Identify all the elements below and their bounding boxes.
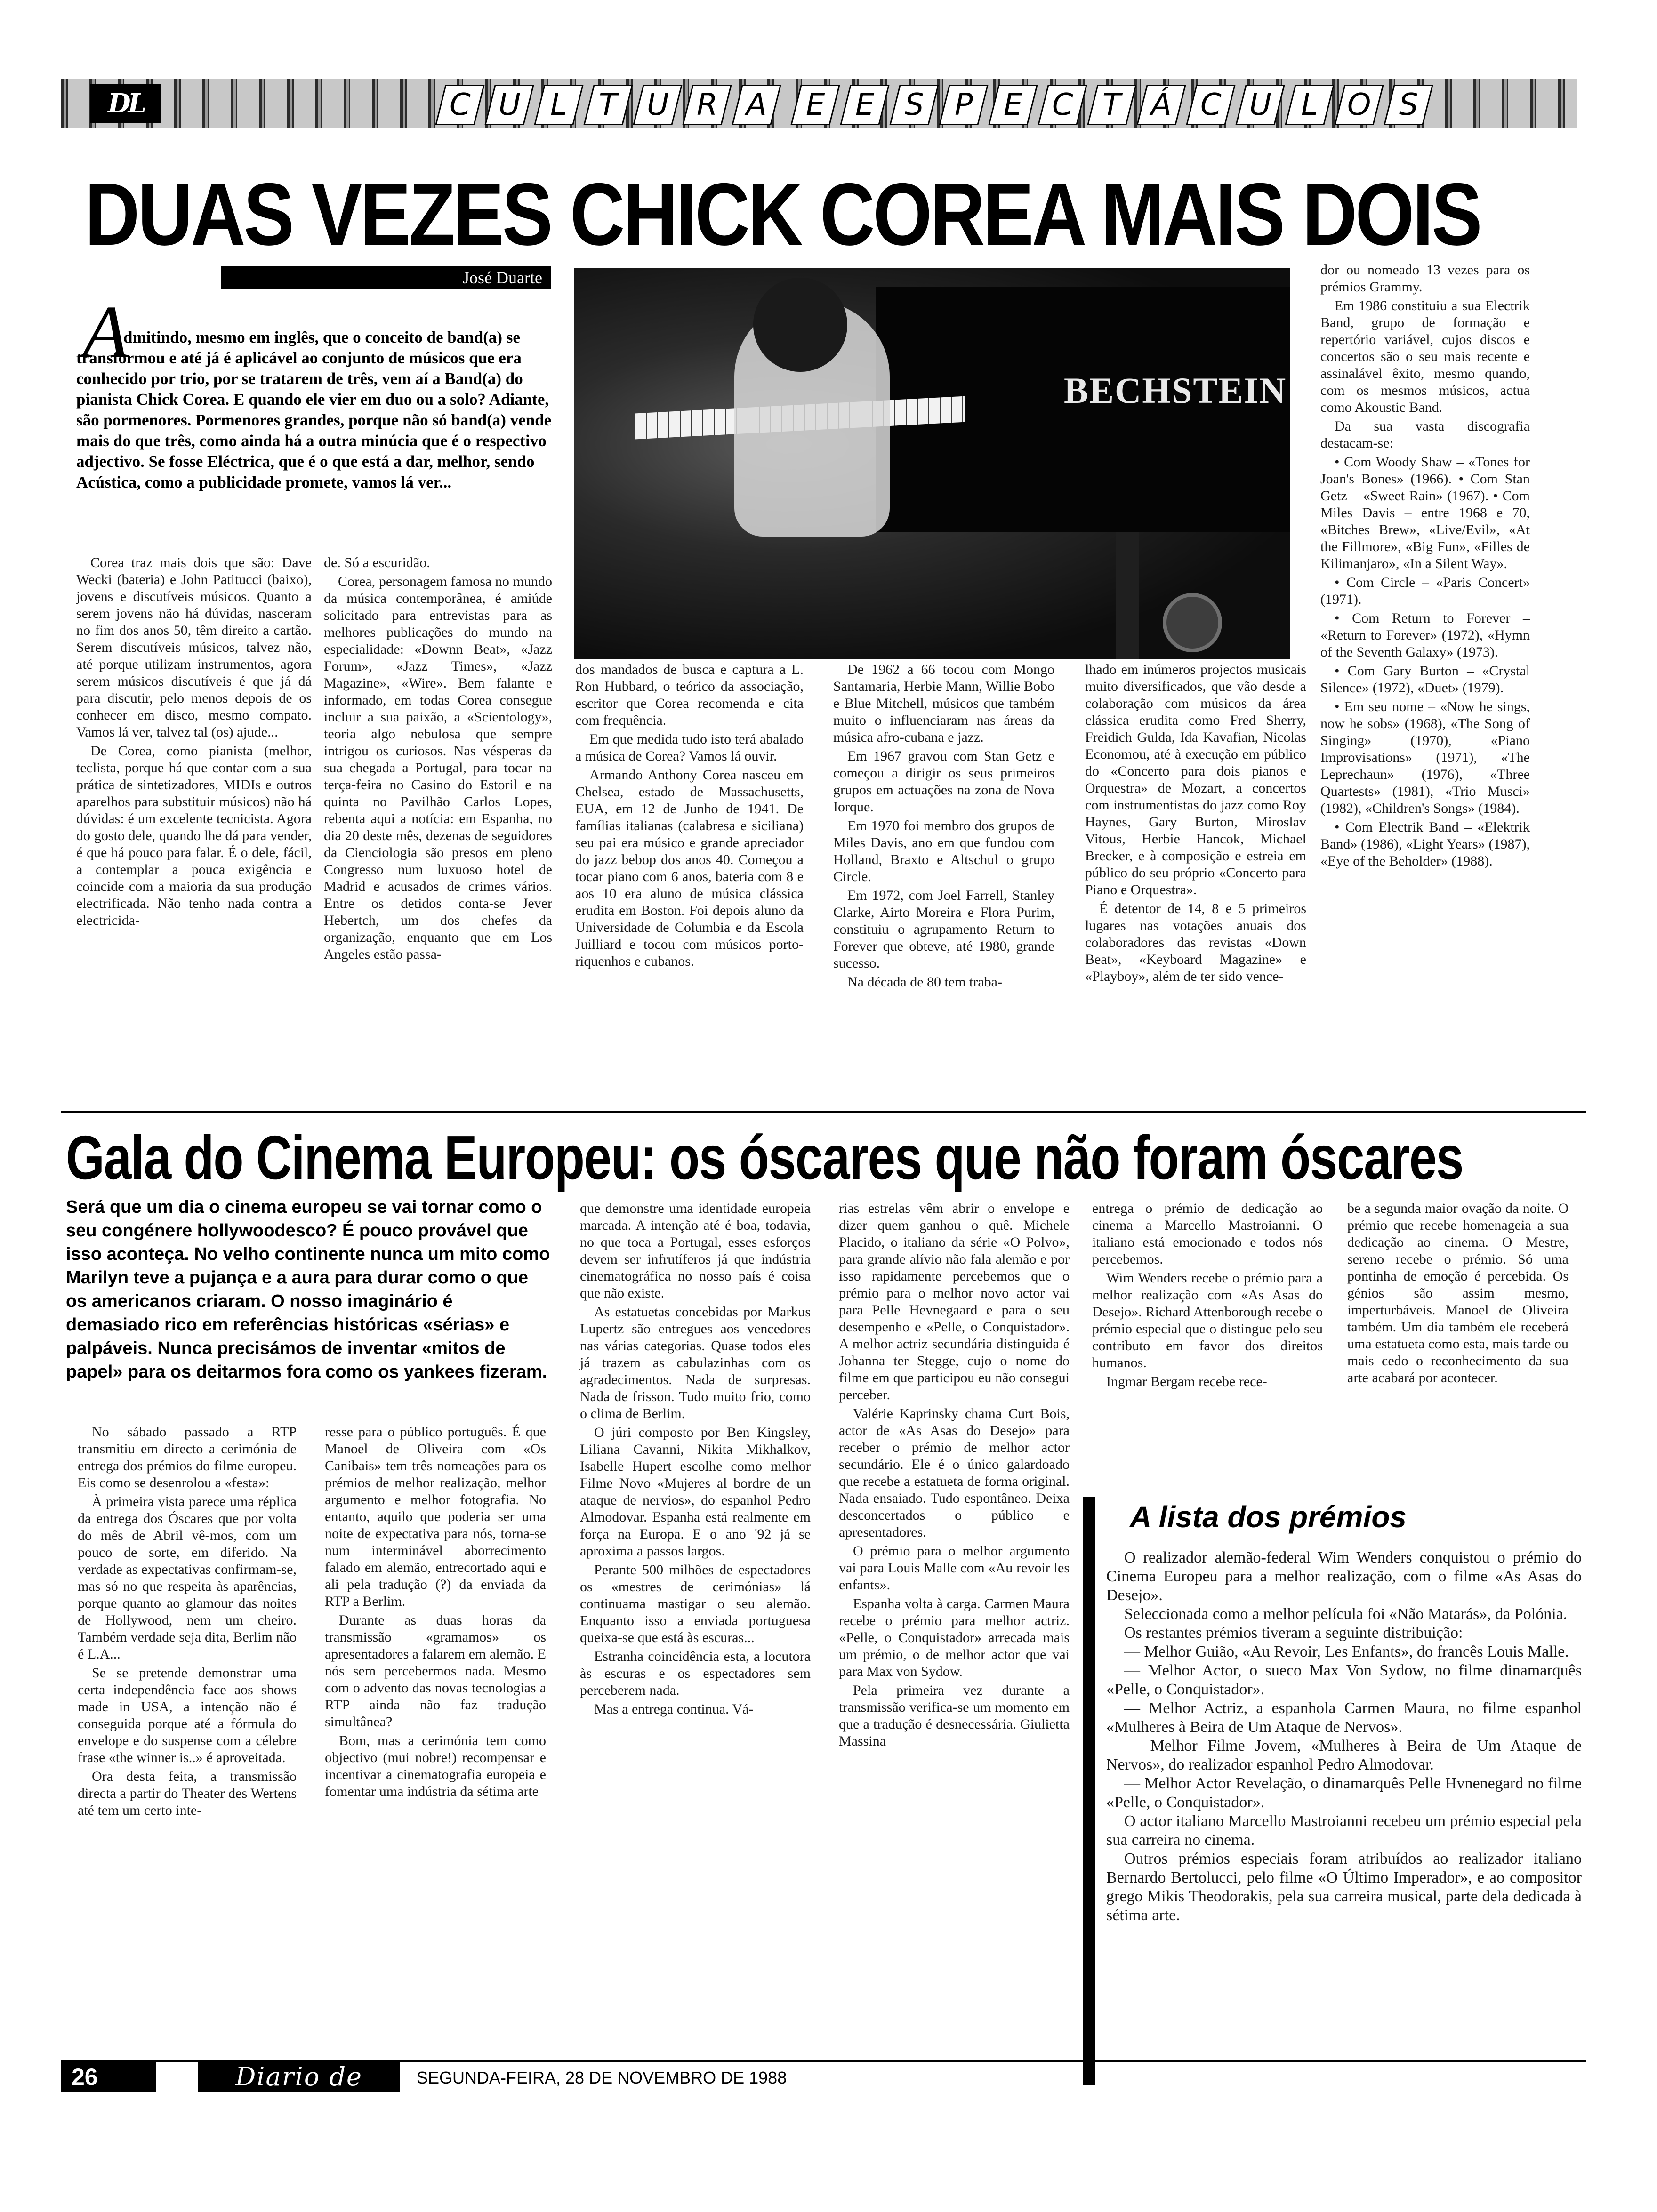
cinema-column-5 [1092,1200,1323,1392]
paragraph: Mas a entrega continua. Vá- [594,1701,754,1717]
piano-leg [1116,532,1139,659]
section-letter-text: S [904,88,924,122]
paragraph: Ora desta feita, a transmissão directa a partir do Theater des Wertens até tem um certo inte- [78,1769,297,1818]
section-letter-text: R [696,88,718,122]
cinema-column-4 [839,1200,1070,1752]
concert-photo [574,268,1290,659]
paragraph: Em que medida tudo isto terá abalado a música de Corea? Vamos lá ouvir. [575,731,804,764]
corea-column-5 [1085,661,1306,987]
section-letter-text: L [1301,88,1318,122]
sidebar-title: A lista dos prémios [1130,1500,1407,1534]
paragraph: À primeira vista parece uma réplica da entrega dos Óscares que por volta do mês de Abril vê-mos, com um pouco de sorte, em diferido. Na verdade as expectativas confirmam-se, mas só no que respeita às aparências, porque quanto ao glamour das noites de Hollywood, nem um cheiro. Também verdade seja dita, Berlim não é L.A... [78,1494,297,1662]
paragraph: — Melhor Actor Revelação, o dinamarquês Pelle Hvnenegard no filme «Pelle, o Conquistador». [1106,1775,1582,1811]
sidebar-accent-bar [1083,1497,1095,2085]
paragraph: • Com Woody Shaw – «Tones for Joan's Bones» (1966). • Com Stan Getz – «Sweet Rain» (1967). • Com Miles Davis – entre 1968 e 70, «Bitches Brew», «Live/Evil», «At the Fillmore», «Big Fun», «Filles de Kilimanjaro», «In a Silent Way». [1320,454,1530,571]
piano-pedal [1163,593,1222,652]
article-divider [61,1111,1586,1113]
section-letter-text: P [954,88,973,122]
paragraph: Em 1970 foi membro dos grupos de Miles Davis, ano em que fundou com Holland, Braxto e Altschul o grupo Circle. [833,818,1054,884]
section-letter-text: O [1347,88,1371,122]
paragraph: O júri composto por Ben Kingsley, Liliana Cavanni, Nikita Mikhalkov, Isabelle Hupert escolhe como melhor Filme Novo «Mujeres al bordre de un ataque de nervios», do espanhol Pedro Almodovar. Espanha está realmente em força na Europa. E o ano '92 já se aproxima a passos largos. [580,1425,811,1559]
paragraph: Na década de 80 tem traba- [847,974,1002,990]
paragraph: Ingmar Bergam recebe rece- [1106,1374,1267,1389]
paragraph: — Melhor Filme Jovem, «Mulheres à Beira de Um Ataque de Nervos», do realizador espanhol Pedro Almodovar. [1106,1737,1582,1773]
section-letter-text: C [449,88,471,122]
section-letter-text: E [1003,88,1023,122]
cinema-column-2 [325,1424,546,1802]
paragraph: entrega o prémio de dedicação ao cinema a Marcello Mastroianni. O italiano está emocionado e todos nós percebemos. [1092,1201,1323,1267]
section-letter-text: L [550,88,567,122]
paragraph: dos mandados de busca e captura a L. Ron Hubbard, o teórico da associação, escritor que Corea recomenda e cita com frequência. [575,662,804,728]
paragraph: Valérie Kaprinsky chama Curt Bois, actor de «As Asas do Desejo» para receber o prémio de melhor actor secundário. Ele é o único galardoado que recebe a estatueta de forma original. Nada ensaiado. Tudo espontâneo. Deixa desconcertados o público e apresentadores. [839,1406,1070,1540]
paragraph: de. Só a escuridão. [324,555,430,570]
paragraph: • Com Electrik Band – «Elektrik Band» (1986), «Light Years» (1987), «Eye of the Beholder» (1988). [1320,819,1530,869]
byline: José Duarte [463,268,542,287]
section-letter-text: Á [1151,88,1172,122]
cinema-column-1 [78,1424,297,1821]
paragraph: De 1962 a 66 tocou com Mongo Santamaria, Herbie Mann, Willie Bobo e Blue Mitchell, músicos que também muito o influenciaram nas áreas da música afro-cubana e jazz. [833,662,1054,745]
paragraph: • Com Circle – «Paris Concert» (1971). [1320,575,1530,607]
paragraph: que demonstre uma identidade europeia marcada. A intenção até é boa, todavia, no que toca a Portugal, esses esforços devem ser infrutíferos já que indústria cinematográfica no nosso país é coisa que não existe. [580,1201,811,1301]
section-letter-text: C [1200,88,1222,122]
section-letter-text: U [498,88,521,122]
section-letter-text: E [855,88,875,122]
paragraph: Armando Anthony Corea nasceu em Chelsea, estado de Massachusetts, EUA, em 12 de Junho de 1941. De famílias italianas (calabresa e siciliana) seu pai era músico e grande apreciador do jazz bebop dos anos 40. Começou a tocar piano com 6 anos, bateria com 8 e aos 10 era aluno de música clássica erudita em Boston. Foi depois aluno da Universidade de Columbia e da Escola Juilliard e tocou com músicos porto-riquenhos e cubanos. [575,767,804,969]
paragraph: Durante as duas horas da transmissão «gramamos» os apresentadores a falarem em alemão. E nós sem percebermos nada. Mesmo com o advento das novas tecnologias a RTP ainda não faz tradução simultânea? [325,1612,546,1730]
corea-column-3 [575,661,804,972]
cinema-column-6 [1347,1200,1569,1388]
article-headline: DUAS VEZES CHICK COREA MAIS DOIS [85,165,1480,264]
section-letter-text: U [646,88,669,122]
paragraph: lhado em inúmeros projectos musicais muito diversificados, que vão desde a colaboração com músicos da área clássica erudita como Fred Sherry, Freidich Gulda, Ida Kavafian, Nicolas Economou, até à execução em público do «Concerto para dois pianos e Orquestra» de Mozart, a concertos com instrumentistas do jazz como Roy Haynes, Gary Burton, Miroslav Vitous, Herbie Hancok, Michael Brecker, e à composição e estreia em público do seu próprio «Concerto para Piano e Orquestra». [1085,662,1306,898]
paragraph: Da sua vasta discografia destacam-se: [1320,418,1530,451]
paragraph: Perante 500 milhões de espectadores os «mestres de cerimónias» lá continuama mastigar o seu alemão. Enquanto isso a enviada portuguesa queixa-se que está às escuras... [580,1562,811,1645]
paragraph: — Melhor Guião, «Au Revoir, Les Enfants», do francês Louis Malle. [1124,1643,1569,1660]
paragraph: O actor italiano Marcello Mastroianni recebeu um prémio especial pela sua carreira no cinema. [1106,1812,1582,1849]
paragraph: O prémio para o melhor argumento vai para Louis Malle com «Au revoir les enfants». [839,1543,1070,1593]
paragraph: As estatuetas concebidas por Markus Lupertz são entregues aos vencedores nas várias categorias. Quase todos eles já trazem as cabulazinhas com os agradecimentos. Nada de surpresas. Nada de frisson. Tudo muito frio, como o clima de Berlim. [580,1304,811,1421]
paragraph: rias estrelas vêm abrir o envelope e dizer quem ganhou o quê. Michele Placido, o italiano da série «O Polvo», para grande alívio não fala alemão e por isso rapidamente percebemos que o prémio para o melhor novo actor vai para Pelle Hevnegaard e para o seu desempenho e «Pelle, o Conquistador». A melhor actriz secundária distinguida é Johanna ter Stegge, cujo o nome do filme em que participou eu não consegui perceber. [839,1201,1070,1403]
paragraph: No sábado passado a RTP transmitiu em directo a cerimónia de entrega dos prémios do filme europeu. Eis como se desenrolou a «festa»: [78,1424,297,1491]
paragraph: Estranha coincidência esta, a locutora às escuras e os espectadores sem perceberem nada. [580,1649,811,1698]
cinema-column-3 [580,1200,811,1720]
paragraph: O realizador alemão-federal Wim Wenders conquistou o prémio do Cinema Europeu para a melhor realização, com o filme «As Asas do Desejo». [1106,1549,1582,1604]
paragraph: Em 1972, com Joel Farrell, Stanley Clarke, Airto Moreira e Flora Purim, constituiu o agrupamento Return to Forever que obteve, até 1980, grande sucesso. [833,888,1054,971]
corea-column-6 [1320,262,1530,872]
corea-column-2 [324,554,552,965]
cinema-headline: Gala do Cinema Europeu: os óscares que não foram óscares [66,1123,1463,1192]
paragraph: be a segunda maior ovação da noite. O prémio que recebe homenageia a sua dedicação ao cinema. O Mestre, sereno recebe o prémio. Só uma pontinha de emoção é percebida. Os génios são assim mesmo, imperturbáveis. Manoel de Oliveira também. Um dia também ele receberá uma estatueta como esta, mais tarde ou mais cedo o reconhecimento da sua arte acabará por acontecer. [1347,1201,1569,1386]
byline-bar [221,266,551,289]
paragraph: — Melhor Actor, o sueco Max Von Sydow, no filme dinamarquês «Pelle, o Conquistador». [1106,1662,1582,1698]
paragraph: • Com Gary Burton – «Crystal Silence» (1972), «Duet» (1979). [1320,663,1530,696]
section-letter-text: A [746,88,767,122]
paragraph: Corea, personagem famosa no mundo da música contemporânea, é amiúde solicitado para entrevistas para as melhores publicações do mundo na especialidade: «Downn Beat», «Jazz Forum», «Jazz Times», «Jazz Magazine», «Wire». Bem falante e informado, em todas Corea consegue incluir a sua paixão, a «Scientology», teoria algo nebulosa que sempre intrigou os curiosos. Nas vésperas da sua chegada a Portugal, para tocar na terça-feira no Casino do Estoril e na quinta no Pavilhão Carlos Lopes, rebenta aqui a notícia: em Espanha, no dia 20 deste mês, dezenas de seguidores da Cienciologia são presos em pleno Congresso num luxuoso hotel de Madrid e acusados de crimes vários. Entre os detidos conta-se Jever Hebertch, um dos chefes da organização, enquanto que em Los Angeles estão passa- [324,574,552,962]
section-letter-text: C [1052,88,1073,122]
paragraph: • Com Return to Forever – «Return to Forever» (1972), «Hymn of the Seventh Galaxy» (1973). [1320,610,1530,660]
corea-column-1 [76,554,312,931]
paragraph: • Em seu nome – «Now he sings, now he sobs» (1968), «The Song of Singing» (1970), «Piano Improvisations» (1971), «The Leprechaun» (1976), «Three Quartests» (1981), «Trio Musci» (1982), «Children's Songs» (1984). [1320,699,1530,816]
paragraph: Seleccionada como a melhor película foi «Não Matarás», da Polónia. [1124,1605,1568,1623]
paper-name: Diario de Lisboa [198,2062,400,2092]
section-letter-text: S [1399,88,1418,122]
newspaper-logo: DL [90,84,161,123]
section-letter-text: U [1249,88,1271,122]
paragraph: — Melhor Actriz, a espanhola Carmen Maura, no filme espanhol «Mulheres à Beira de Um Ataque de Nervos». [1106,1699,1582,1736]
drop-cap: A [82,290,129,374]
paragraph: É detentor de 14, 8 e 5 primeiros lugares nas votações anuais dos colaboradores das revistas «Down Beat», «Keyboard Magazine» e «Playboy», além de ter sido vence- [1085,901,1306,984]
paragraph: De Corea, como pianista (melhor, teclista, porque há que contar com a sua prática de sintetizadores, MIDIs e outros aparelhos para substituir músicos) não há dúvidas: é um excelente tecnicista. Agora do gosto dele, quando lhe dá para vender, é que há pouco para falar. É o dele, fácil, a contemplar a pouca exigência e coincide com a maioria da sua produção electrificada. Não tenho nada contra a electricida- [76,743,312,928]
sidebar-list [1106,1548,1582,1925]
piano-brand-text: BECHSTEIN [1064,370,1287,411]
section-letter-text: T [599,88,618,122]
section-letter-text: T [1102,88,1121,122]
pianist-head [753,278,847,372]
paragraph: Em 1986 constituiu a sua Electrik Band, grupo de formação e repertório variável, cujos discos e concertos são o seu mais recente e assinalável êxito, mesmo quando, com os mesmos músicos, actua como Akoustic Band. [1320,298,1530,415]
paragraph: Os restantes prémios tiveram a seguinte distribuição: [1124,1624,1463,1642]
paragraph: Wim Wenders recebe o prémio para a melhor realização com «As Asas do Desejo». Richard Attenborough recebe o prémio especial que o distingue pelo seu contributo em favor dos direitos humanos. [1092,1270,1323,1370]
page-number: 26 [61,2062,156,2092]
paragraph: resse para o público português. É que Manoel de Oliveira com «Os Canibais» tem três nomeações para os prémios de melhor realização, melhor argumento e melhor fotografia. No entanto, aquilo que poderia ser uma noite de expectativa para nós, torna-se num interminável aborrecimento falado em alemão, entrecortado aqui e ali pela tradução (?) da enviada da RTP a Berlim. [325,1424,546,1609]
paragraph: Corea traz mais dois que são: Dave Wecki (bateria) e John Patitucci (baixo), jovens e discutíveis músicos. Quanto a serem jovens não há dúvidas, nasceram no fim dos anos 50, têm direito a cartão. Serem discutíveis músicos, talvez não, até porque utilizam instrumentos, agora serem músicos discutíveis é que já dá para discutir, pelo menos depois de os conhecer em disco, mesmo compato. Vamos lá ver, talvez tal (os) ajude... [76,555,312,740]
issue-date: SEGUNDA-FEIRA, 28 DE NOVEMBRO DE 1988 [417,2068,787,2087]
paragraph: Em 1967 gravou com Stan Getz e começou a dirigir os seus primeiros grupos em actuações na zona de Nova Iorque. [833,748,1054,815]
paragraph: Pela primeira vez durante a transmissão verifica-se um momento em que a tradução é desnecessária. Giulietta Massina [839,1683,1070,1749]
cinema-lead: Será que um dia o cinema europeu se vai tornar como o seu congénere hollywoodesco? É pouco provável que isso aconteça. No velho continente nunca um mito como Marilyn teve a pujança e a aura para durar como o que os americanos criaram. O nosso imaginário é demasiado rico em referências históricas «sérias» e palpáveis. Nunca precisámos de inventar «mitos de papel» para os deitarmos fora como os yankees fizeram. [66,1197,550,1382]
corea-column-4 [833,661,1054,993]
paragraph: dor ou nomeado 13 vezes para os prémios Grammy. [1320,262,1530,295]
paragraph: Outros prémios especiais foram atribuídos ao realizador italiano Bernardo Bertolucci, pelo filme «O Último Imperador», e ao compositor grego Mikis Theodorakis, pela sua carreira musical, parte dela dedicada à sétima arte. [1106,1850,1582,1924]
article-lead: dmitindo, mesmo em inglês, que o conceito de band(a) se transformou e até já é aplicável ao conjunto de músicos que era conhecido por trio, por se tratarem de três, vem aí a Band(a) do pianista Chick Corea. E quando ele vier em duo ou a solo? Adiante, são pormenores. Pormenores grandes, porque não só band(a) vende mais do que três, como ainda há a outra minúcia que é o respectivo adjectivo. Se fosse Eléctrica, que é o que está a dar, melhor, sendo Acústica, como a publicidade promete, vamos lá ver... [76,328,552,491]
paragraph: Bom, mas a cerimónia tem como objectivo (mui nobre!) recompensar e incentivar a cinematografia europeia e fomentar uma indústria da sétima arte [325,1733,546,1799]
section-letter-text: E [805,88,825,122]
paragraph: Espanha volta à carga. Carmen Maura recebe o prémio para melhor actriz. «Pelle, o Conquistador» arrecada mais um prémio, o de melhor actor que vai para Max von Sydow. [839,1596,1070,1679]
paragraph: Se se pretende demonstrar uma certa independência face aos shows made in USA, a intenção não é conseguida porque até a fórmula do envelope e do suspense com a célebre frase «the winner is..» é aproveitada. [78,1665,297,1765]
